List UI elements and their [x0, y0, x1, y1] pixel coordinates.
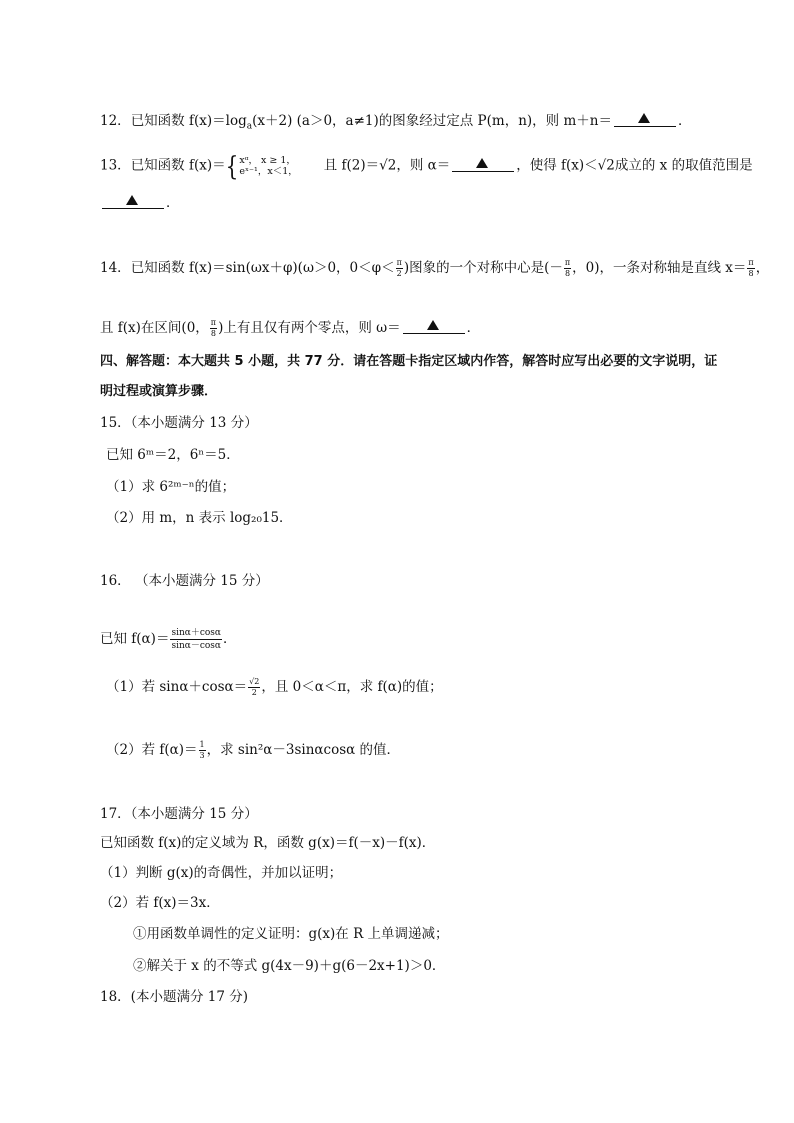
question-13 — [100, 150, 753, 182]
q13-end: ． — [166, 195, 180, 211]
question-14-line2 — [100, 318, 480, 339]
frac-pi-8-c: $\frac{\pi}{8}$ — [210, 318, 217, 338]
q17-part-2: （2）若 f(x)＝3x． — [100, 895, 220, 911]
frac-sqrt2-2: $\frac{√2}{2}$ — [249, 677, 260, 697]
question-13-line2 — [100, 194, 180, 212]
q16-part-2 — [106, 740, 400, 761]
q14-line2-b: )上有且仅有两个零点，则 ω＝ — [218, 320, 401, 336]
f-alpha-fraction — [170, 627, 222, 652]
q15-part-1: （1）求 6²ᵐ⁻ⁿ的值； — [106, 479, 236, 495]
q17-part-2-i: ①用函数单调性的定义证明：g(x)在 R 上单调递减； — [133, 926, 449, 942]
question-14 — [100, 258, 769, 279]
frac-pi-8-b: $\frac{\pi}{8}$ — [748, 258, 754, 278]
q16-p1-a: （1）若 sinα＋cosα＝ — [106, 679, 248, 695]
answer-blank-14 — [403, 320, 465, 334]
q16-given-end: ． — [222, 631, 237, 647]
q15-part-2: （2）用 m，n 表示 log₂₀15． — [106, 510, 293, 526]
section-4-heading-line2: 明过程或演算步骤． — [100, 384, 218, 399]
q16-heading: 16． （本小题满分 15 分） — [100, 573, 269, 589]
q12-text-c: (x＋2) (a＞0，a≠1)的图象经过定点 P(m，n)，则 m＋n＝ — [252, 113, 612, 129]
q18-heading: 18．(本小题满分 17 分) — [100, 989, 248, 1005]
piecewise-cases — [239, 155, 297, 177]
q17-part-2-ii: ②解关于 x 的不等式 g(4x－9)＋g(6－2x+1)＞0． — [133, 958, 446, 974]
piece-2: eˣ⁻¹，x＜1， — [239, 166, 298, 177]
q12-text-a: 已知函数 — [130, 113, 189, 129]
q12-log-base: a — [246, 121, 253, 132]
q12-fx: f(x) — [188, 113, 213, 129]
q13-text-b: 且 f(2)＝√2，则 α＝ — [323, 157, 451, 174]
q16-p1-b: ，且 0＜α＜π，求 f(α)的值； — [261, 679, 443, 695]
piecewise-brace: { — [225, 150, 239, 182]
q15-given: 已知 6ᵐ＝2，6ⁿ＝5． — [106, 447, 240, 463]
q14-number: 14． — [100, 260, 131, 276]
f-alpha-denominator: sinα－cosα — [171, 641, 221, 651]
frac-1-3: $\frac{1}{3}$ — [199, 740, 205, 760]
q13-number: 13． — [100, 157, 131, 174]
q12-text-b: ＝log — [212, 113, 247, 129]
f-alpha-numerator: sinα＋cosα — [171, 628, 221, 638]
answer-blank-12 — [614, 113, 676, 127]
q17-given: 已知函数 f(x)的定义域为 R，函数 g(x)＝f(－x)－f(x)． — [100, 835, 436, 851]
q12-end: ． — [677, 113, 692, 129]
q14-line2-a: 且 f(x)在区间(0， — [100, 320, 209, 336]
question-12 — [100, 112, 691, 130]
piece-1: xᵅ， x ≥ 1， — [239, 155, 296, 166]
q16-given-a: 已知 f(α)＝ — [100, 631, 170, 647]
q13-text-c: ，使得 f(x)＜√2成立的 x 的取值范围是 — [516, 157, 753, 174]
q15-heading: 15．（本小题满分 13 分） — [100, 415, 258, 431]
frac-pi-2: $\frac{\pi}{2}$ — [396, 258, 402, 278]
q14-end: ． — [466, 320, 481, 336]
section-4-heading: 四、解答题：本大题共 5 小题，共 77 分．请在答题卡指定区域内作答，解答时应写出必要的文字说明，证 — [100, 354, 718, 369]
q16-p2-a: （2）若 f(α)＝ — [106, 742, 198, 758]
q14-text-a: 已知函数 f(x)＝sin(ωx＋φ)(ω＞0，0＜φ＜ — [130, 260, 395, 276]
q16-part-1 — [106, 677, 443, 698]
q14-text-b: )图象的一个对称中心是(－ — [403, 260, 563, 276]
q14-text-c: ，0)，一条对称轴是直线 x＝ — [572, 260, 747, 276]
q17-part-1: （1）判断 g(x)的奇偶性，并加以证明； — [100, 865, 343, 881]
frac-pi-8-a: $\frac{\pi}{8}$ — [564, 258, 571, 278]
answer-blank-13a — [452, 158, 514, 172]
q12-number: 12． — [100, 113, 131, 129]
answer-blank-13b — [102, 195, 164, 209]
q13-text-a: 已知函数 f(x)＝ — [130, 157, 226, 174]
q17-heading: 17．（本小题满分 15 分） — [100, 806, 258, 822]
q16-given — [100, 627, 236, 652]
q16-p2-b: ，求 sin²α－3sinαcosα 的值． — [206, 742, 401, 758]
q14-text-d: ， — [755, 260, 770, 276]
